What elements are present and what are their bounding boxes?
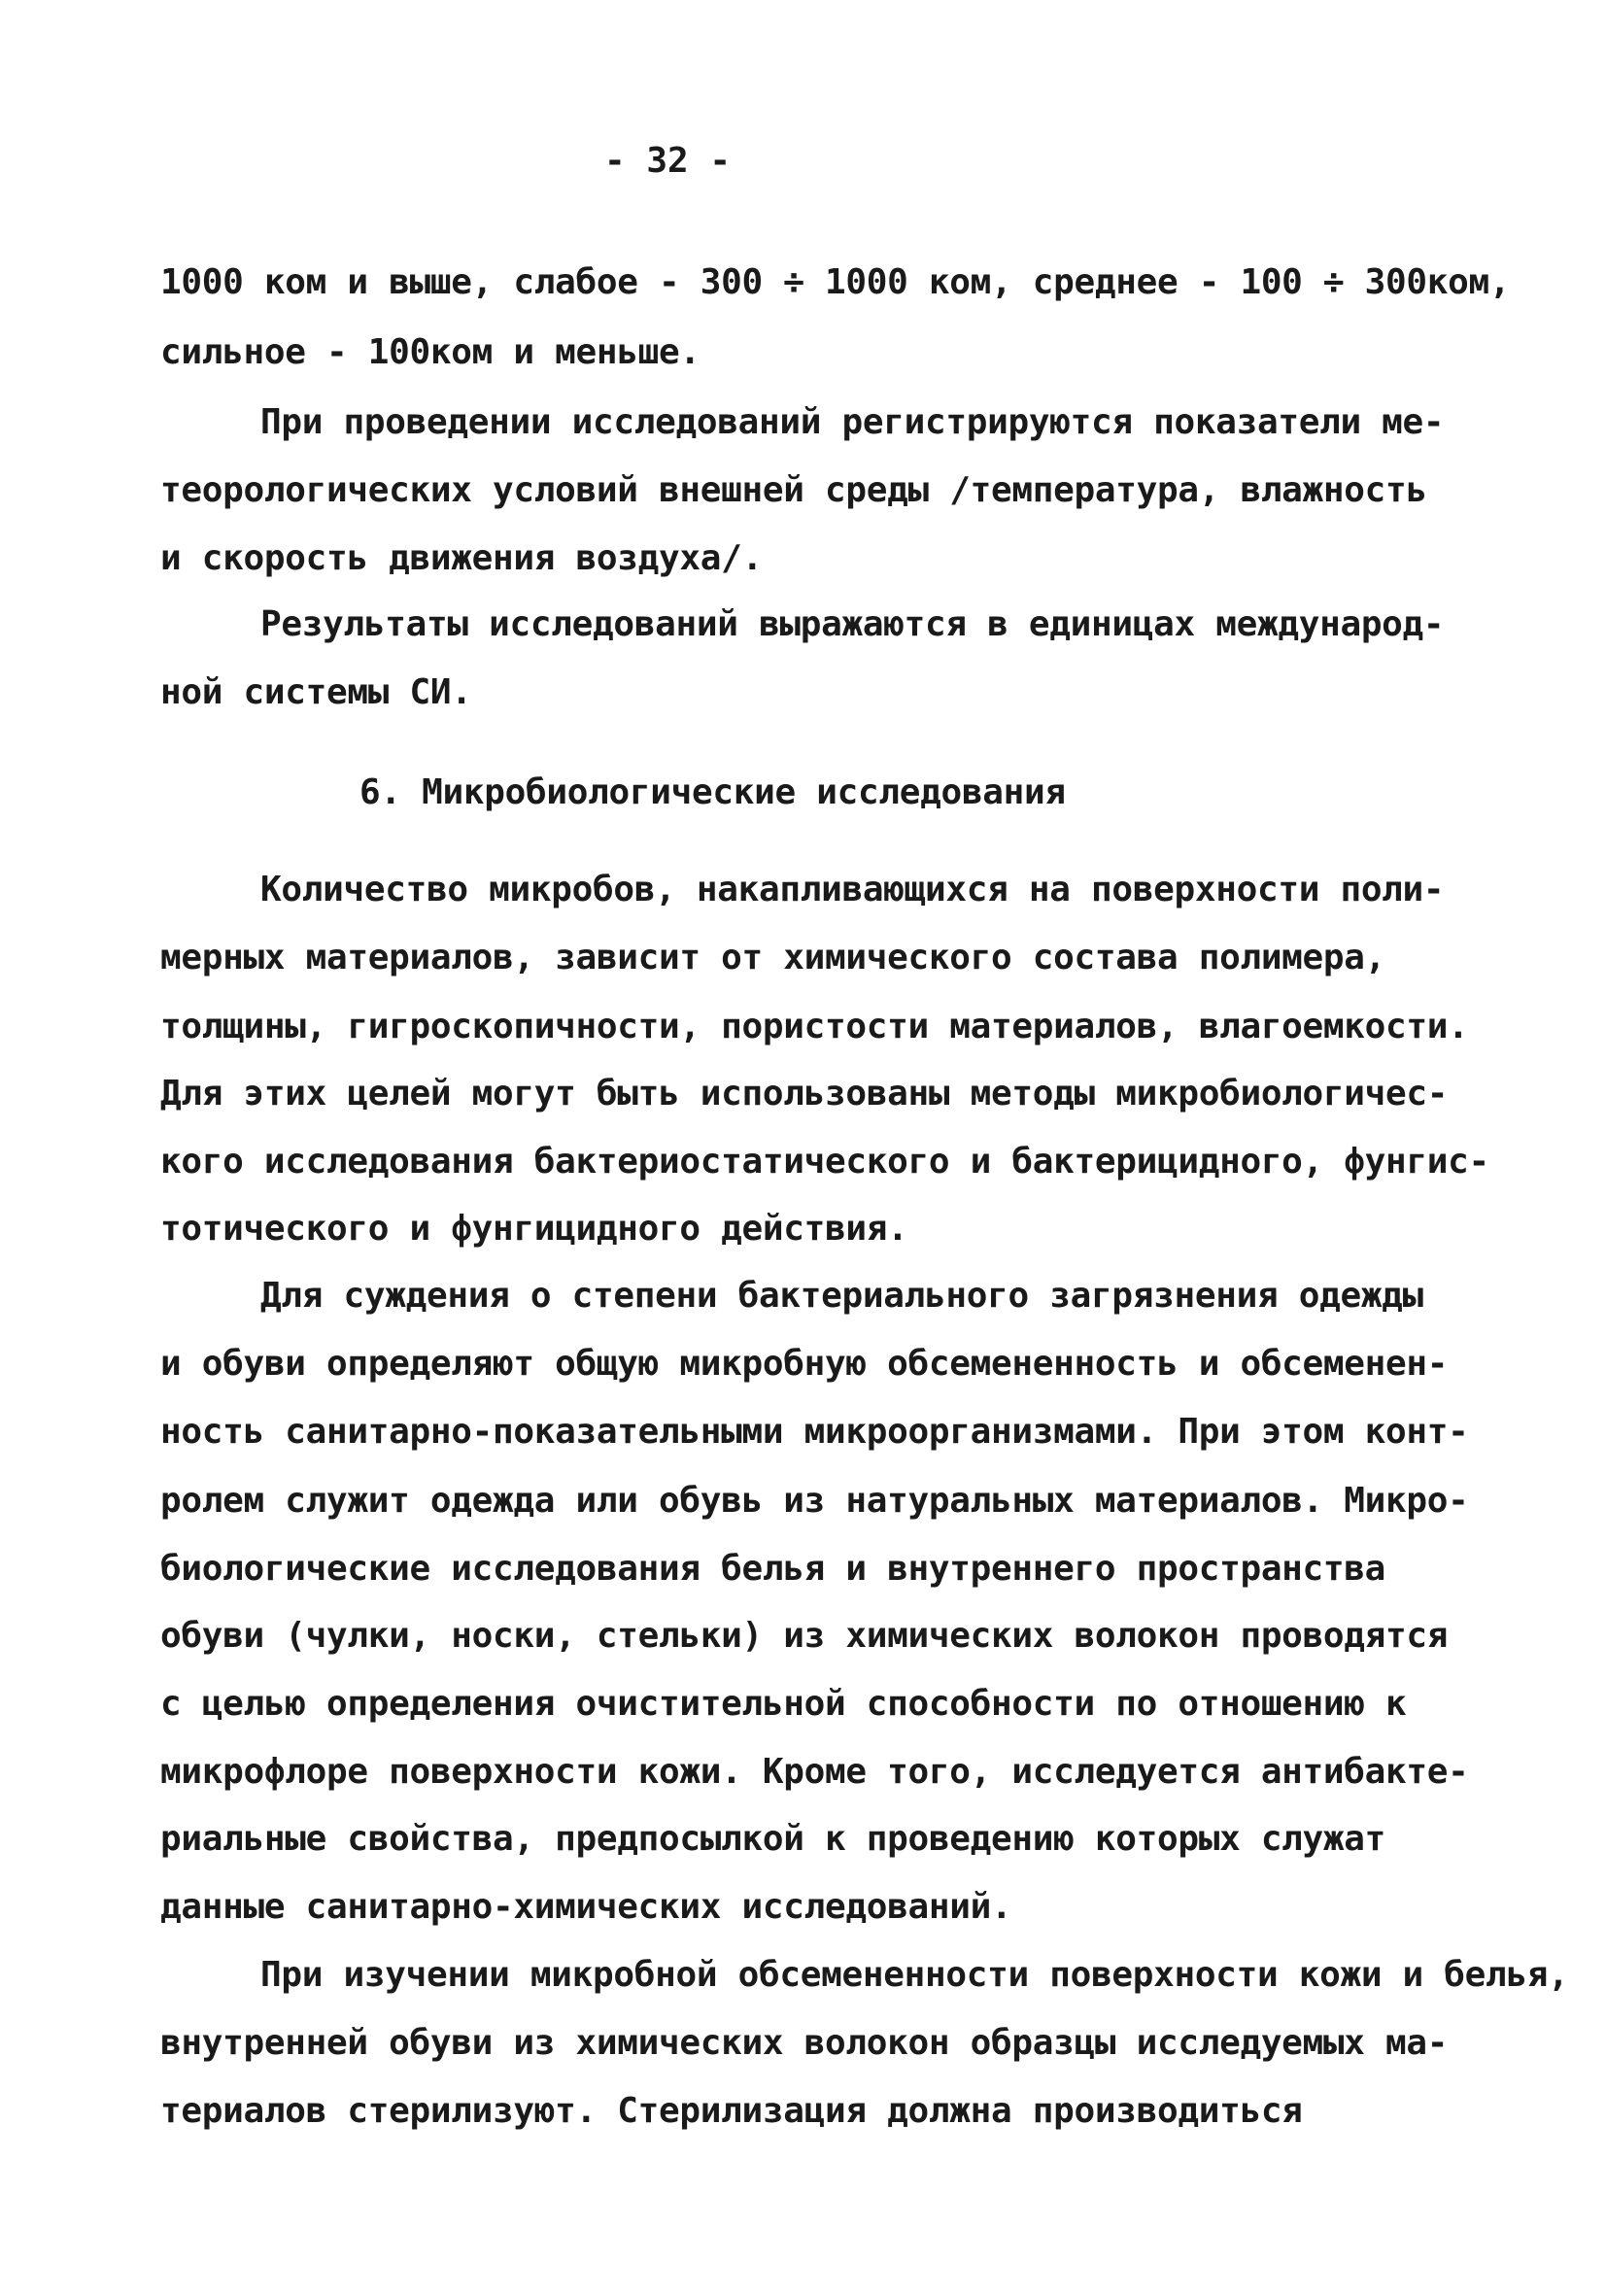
text-line: риальные свойства, предпосылкой к проведению которых служат bbox=[160, 1819, 1386, 1859]
text-line: Для этих целей могут быть использованы методы микробиологичес- bbox=[160, 1074, 1449, 1114]
text-line: Для суждения о степени бактериального загрязнения одежды bbox=[260, 1276, 1423, 1316]
text-line: Результаты исследований выражаются в единицах международ- bbox=[260, 604, 1445, 644]
text-line: 1000 ком и выше, слабое - 300 ÷ 1000 ком, среднее - 100 ÷ 300ком, bbox=[160, 262, 1511, 302]
text-line: обуви (чулки, носки, стельки) из химических волокон проводятся bbox=[160, 1616, 1449, 1656]
text-line: толщины, гигроскопичности, пористости материалов, влагоемкости. bbox=[160, 1007, 1469, 1046]
text-line: и скорость движения воздуха/. bbox=[160, 538, 763, 578]
text-line: териалов стерилизуют. Стерилизация должна производиться bbox=[160, 2091, 1303, 2131]
text-line: ролем служит одежда или обувь из натуральных материалов. Микро- bbox=[160, 1481, 1469, 1521]
text-line: тотического и фунгицидного действия. bbox=[160, 1209, 908, 1249]
text-line: сильное - 100ком и меньше. bbox=[160, 332, 700, 372]
text-line: мерных материалов, зависит от химического состава полимера, bbox=[160, 938, 1386, 977]
text-line: При изучении микробной обсемененности поверхности кожи и белья, bbox=[260, 1955, 1569, 1995]
text-line: ной системы СИ. bbox=[160, 672, 472, 712]
text-line: ность санитарно-показательными микроорганизмами. При этом конт- bbox=[160, 1412, 1469, 1452]
text-line: микрофлоре поверхности кожи. Кроме того, исследуется антибакте- bbox=[160, 1752, 1469, 1792]
text-line: внутренней обуви из химических волокон образцы исследуемых ма- bbox=[160, 2023, 1449, 2063]
text-line: теорологических условий внешней среды /температура, влажность bbox=[160, 470, 1427, 510]
section-heading: 6. Микробиологические исследования bbox=[359, 772, 1066, 812]
text-line: При проведении исследований регистрируются показатели ме- bbox=[260, 402, 1445, 442]
text-line: данные санитарно-химических исследований. bbox=[160, 1887, 1012, 1927]
text-line: Количество микробов, накапливающихся на поверхности поли- bbox=[260, 870, 1445, 909]
text-line: с целью определения очистительной способности по отношению к bbox=[160, 1684, 1407, 1724]
page-number: - 32 - bbox=[604, 141, 732, 181]
text-line: биологические исследования белья и внутреннего пространства bbox=[160, 1549, 1386, 1589]
text-line: кого исследования бактериостатического и бактерицидного, фунгис- bbox=[160, 1142, 1489, 1182]
text-line: и обуви определяют общую микробную обсемененность и обсеменен- bbox=[160, 1344, 1449, 1384]
